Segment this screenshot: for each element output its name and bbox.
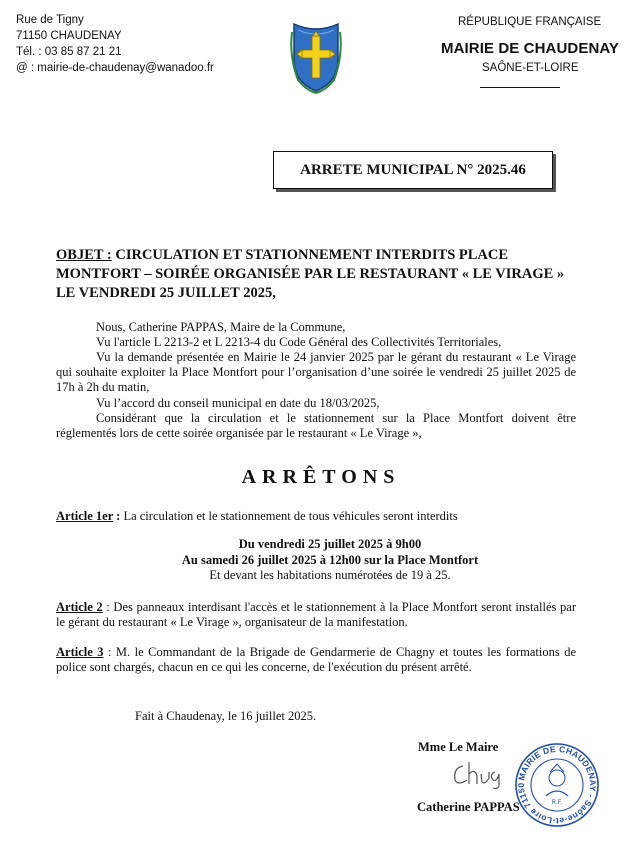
fait-a: Fait à Chaudenay, le 16 juillet 2025. bbox=[135, 709, 317, 723]
preamble-vu-article: Vu l'article L 2213-2 et L 2213-4 du Code Général des Collectivités Territoriales, bbox=[96, 335, 502, 349]
article-1-line1: Du vendredi 25 juillet 2025 à 9h00 bbox=[238, 537, 422, 551]
arrete-title-box bbox=[273, 151, 553, 189]
coat-of-arms-icon bbox=[286, 20, 346, 94]
mairie-title: MAIRIE DE CHAUDENAY bbox=[441, 40, 620, 57]
article-1-sep: : bbox=[113, 509, 124, 523]
header-divider bbox=[480, 87, 560, 88]
address-email: @ : mairie-de-chaudenay@wanadoo.fr bbox=[16, 62, 214, 74]
preamble-vu-accord: Vu l’accord du conseil municipal en date du 18/03/2025, bbox=[96, 396, 380, 410]
article-1 bbox=[56, 509, 458, 524]
article-3 bbox=[56, 645, 576, 675]
svg-text:MAIRIE DE CHAUDENAY - Saône-et: MAIRIE DE CHAUDENAY - Saône-et-Loire 71150 bbox=[515, 743, 599, 827]
address-street: Rue de Tigny bbox=[16, 14, 84, 26]
signature-title: Mme Le Maire bbox=[418, 740, 499, 754]
address-phone: Tél. : 03 85 87 21 21 bbox=[16, 46, 122, 58]
article-1-line3: Et devant les habitations numérotées de 19 à 25. bbox=[209, 568, 451, 582]
preamble-nous: Nous, Catherine PAPPAS, Maire de la Commune, bbox=[96, 320, 346, 334]
republic-label: RÉPUBLIQUE FRANÇAISE bbox=[458, 16, 602, 28]
objet-block bbox=[56, 246, 576, 303]
article-3-text: : M. le Commandant de la Brigade de Gendarmerie de Chagny et toutes les formations de police sont chargés, chacun en ce qui les concerne, de l'exécution du présent arrêté. bbox=[56, 645, 577, 675]
svg-text:R.F.: R.F. bbox=[551, 800, 563, 806]
department-label: SAÔNE-ET-LOIRE bbox=[482, 62, 579, 74]
objet-label: OBJET : bbox=[56, 247, 112, 263]
signature-name: Catherine PAPPAS bbox=[417, 800, 520, 814]
preamble-vu-demande: Vu la demande présentée en Mairie le 24 janvier 2025 par le gérant du restaurant « Le Virage qui souhaite exploiter la Place Montfort pour l’organisation d’une soirée le vendredi 25 juillet 2025 de 17h à 2h du matin, bbox=[56, 350, 576, 395]
article-3-label: Article 3 bbox=[56, 645, 104, 659]
preamble-considerant: Considérant que la circulation et le stationnement sur la Place Montfort doivent être réglementés lors de cette soirée organisée par le restaurant « Le Virage », bbox=[56, 411, 576, 441]
mairie-stamp bbox=[514, 742, 600, 828]
article-1-label: Article 1er bbox=[56, 509, 114, 523]
arrete-title: ARRETE MUNICIPAL N° 2025.46 bbox=[300, 161, 526, 178]
article-1-dates bbox=[140, 537, 520, 584]
address-block bbox=[16, 12, 214, 76]
article-1-line2: Au samedi 26 juillet 2025 à 12h00 sur la Place Montfort bbox=[181, 552, 479, 567]
handwritten-signature bbox=[449, 758, 509, 790]
address-city: 71150 CHAUDENAY bbox=[16, 30, 122, 42]
article-2 bbox=[56, 600, 576, 630]
article-1-text: La circulation et le stationnement de tous véhicules seront interdits bbox=[123, 509, 458, 523]
arretons-heading: ARRÊTONS bbox=[241, 466, 401, 488]
article-2-label: Article 2 bbox=[56, 600, 103, 614]
article-2-text: : Des panneaux interdisant l'accès et le stationnement à la Place Montfort seront installés par le gérant du restaurant « Le Virage », organisateur de la manifestation. bbox=[56, 600, 576, 630]
objet-text: CIRCULATION ET STATIONNEMENT INTERDITS PLACE MONTFORT – SOIRÉE ORGANISÉE PAR LE RESTAURANT « LE VIRAGE » LE VENDREDI 25 JUILLET 2025, bbox=[56, 247, 565, 301]
